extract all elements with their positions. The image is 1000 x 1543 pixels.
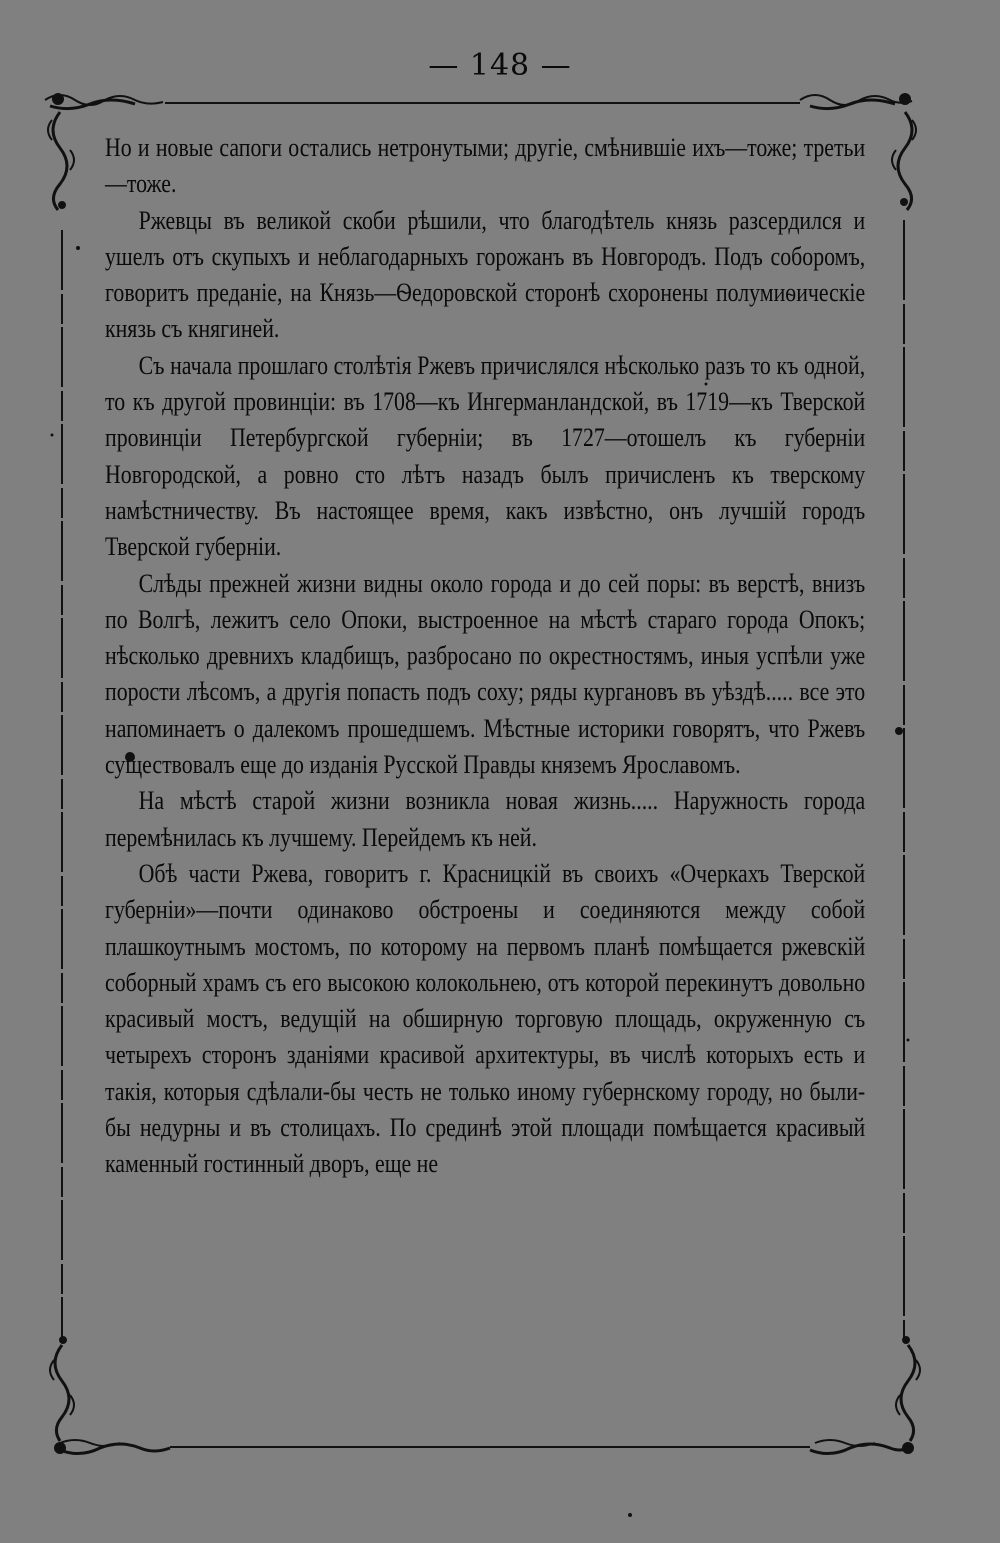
paragraph: На мѣстѣ старой жизни возникла новая жизнь..... Наружность города перемѣнилась къ лучшему. Перейдемъ къ ней. (105, 786, 866, 852)
paragraph: Ржевцы въ великой скоби рѣшили, что благодѣтель князь разсердился и ушелъ отъ скупыхъ и неблагодарныхъ горожанъ въ Новгородъ. Подъ соборомъ, говоритъ преданіе, на Князь—Ѳедоровской сторонѣ схоронены полумиѳическіе князь съ княгиней. (105, 205, 866, 344)
ornament-bottom-right (810, 1337, 920, 1454)
paragraph: Слѣды прежней жизни видны около города и до сей поры: въ верстѣ, внизъ по Волгѣ, лежитъ село Опоки, выстроенное на мѣстѣ стараго города Опокъ; нѣсколько древнихъ кладбищъ, разбросано по окрестностямъ, иныя успѣли уже пороcти лѣсомъ, а другія попасть подъ соху; ряды кургановъ въ уѣздѣ..... все это напоминаетъ о далекомъ прошедшемъ. Мѣстные историки говорятъ, что Ржевъ существовалъ еще до изданія Русской Правды княземъ Ярославомъ. (105, 568, 866, 780)
ornament-bottom-left (50, 1337, 170, 1454)
paragraph: Обѣ части Ржева, говоритъ г. Красницкій въ своихъ «Очеркахъ Тверской губерніи»—почти одинаково обстроены и соединяются между собой плашкоутнымъ мостомъ, по которому на первомъ планѣ помѣщается ржевскій соборный храмъ съ его высокою колокольнею, отъ которой перекинутъ довольно красивый мостъ, ведущій на обширную торговую площадь, окруженную съ четырехъ сторонъ зданіями красивой архитектуры, въ числѣ которыхъ есть и такія, которыя сдѣлали-бы честь не только иному губернскому городу, но были-бы недурны и въ столицахъ. По срединѣ этой площади помѣщается красивый каменный гостинный дворъ, еще не (105, 858, 866, 1179)
page-number: — 148 — (428, 48, 572, 83)
paragraph: Съ начала прошлаго столѣтія Ржевъ причислялся нѣсколько разъ то къ одной, то къ другой провинціи: въ 1708—къ Ингерманландской, въ 1719—къ Тверской провинціи Петербургской губерніи; въ 1727—отошелъ къ губерніи Новгородской, а ровно сто лѣтъ назадъ былъ причисленъ къ тверскому намѣстничеству. Въ настоящее время, какъ извѣстно, онъ лучшій городъ Тверской губерніи. (105, 350, 866, 562)
body-text (105, 130, 865, 1183)
paragraph: Но и новые сапоги остались нетронутыми; другіе, смѣнившіе ихъ—тоже; третьи—тоже. (105, 133, 866, 199)
